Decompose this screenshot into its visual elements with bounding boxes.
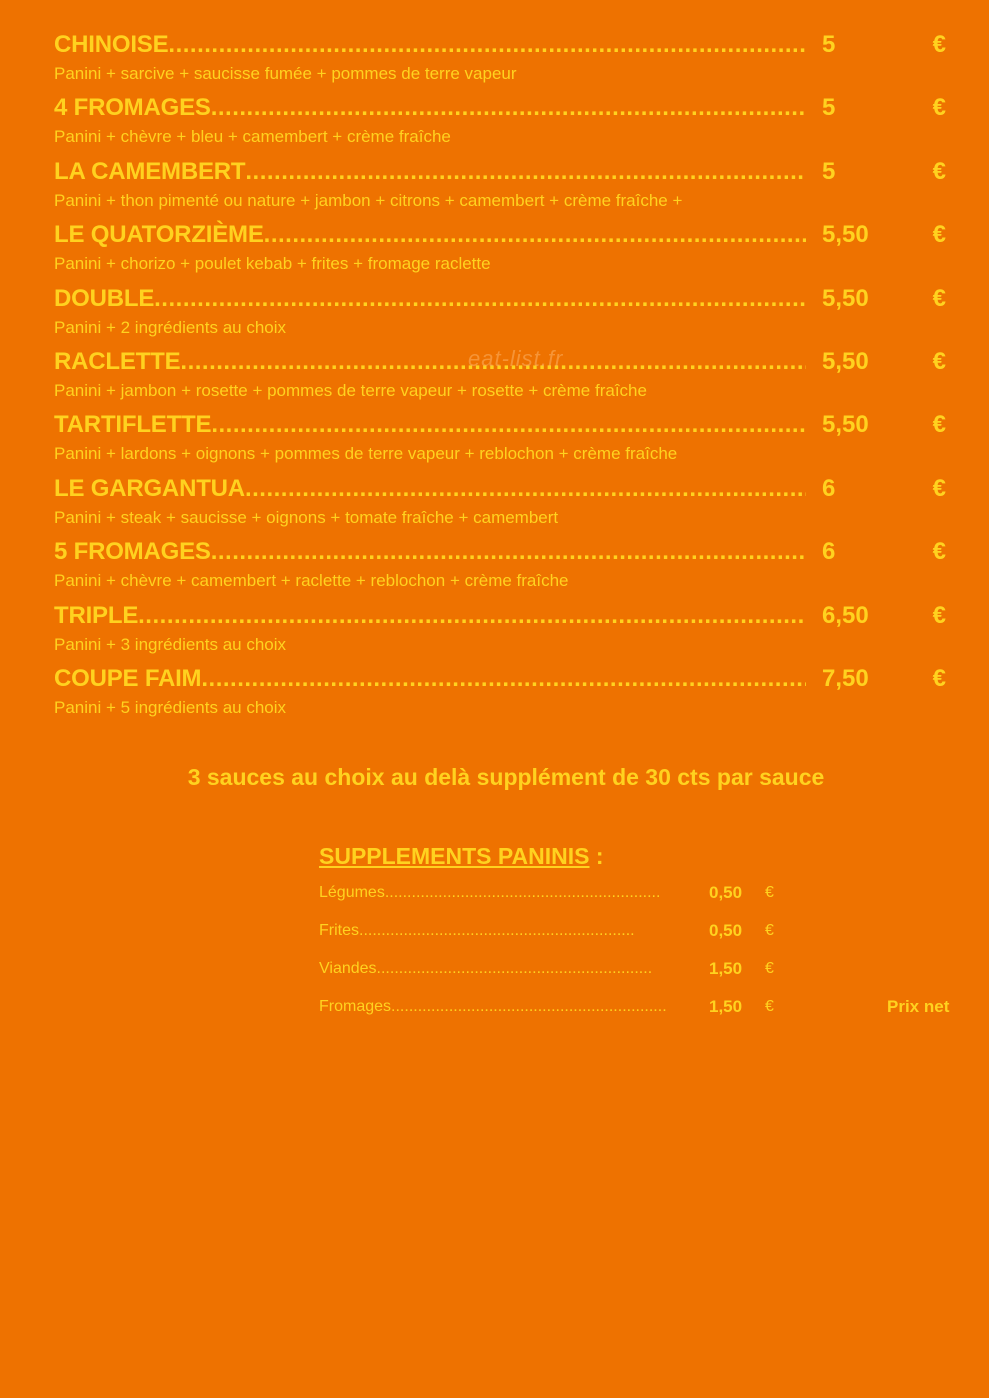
supplement-name: Viandes	[319, 960, 377, 977]
menu-item-name: LA CAMEMBERT	[54, 157, 246, 185]
dot-leader	[211, 91, 806, 125]
dot-leader	[211, 535, 806, 569]
menu-item-description: Panini + 2 ingrédients au choix	[54, 317, 287, 337]
panini-menu	[54, 28, 954, 725]
menu-item	[54, 28, 954, 91]
supplement-price: 1,50	[709, 997, 743, 1016]
supplement-name: Légumes	[319, 884, 385, 901]
dot-leader	[385, 874, 660, 912]
prix-net-label: Prix net	[887, 997, 950, 1016]
euro-sign: €	[932, 94, 946, 122]
menu-item-description: Panini + jambon + rosette + pommes de terre vapeur + rosette + crème fraîche	[54, 380, 647, 400]
menu-item-price: 7,50	[822, 664, 869, 692]
menu-item	[54, 282, 954, 345]
euro-sign: €	[932, 664, 946, 692]
menu-item-name: CHINOISE	[54, 31, 169, 58]
menu-item-name: COUPE FAIM	[54, 664, 202, 692]
supplements-section	[319, 838, 959, 1026]
dot-leader	[245, 155, 806, 189]
supplement-price: 1,50	[709, 959, 743, 978]
menu-item-name: 5 FROMAGES	[54, 538, 211, 566]
euro-sign: €	[932, 538, 946, 566]
menu-item	[54, 599, 954, 662]
dot-leader	[211, 408, 806, 442]
supplement-row	[319, 950, 959, 988]
menu-item-price: 5	[822, 94, 836, 122]
menu-item	[54, 662, 954, 725]
menu-item-description: Panini + chorizo + poulet kebab + frites + fromage raclette	[54, 254, 491, 274]
euro-sign: €	[932, 284, 946, 312]
menu-item	[54, 408, 954, 471]
menu-item-name: RACLETTE	[54, 347, 181, 375]
menu-item	[54, 472, 954, 535]
menu-item-price: 6,50	[822, 601, 869, 629]
menu-item-name: LE QUATORZIÈME	[54, 221, 264, 249]
supplements-title-colon: :	[589, 843, 604, 869]
menu-item-description: Panini + lardons + oignons + pommes de terre vapeur + reblochon + crème fraîche	[54, 444, 678, 464]
menu-item	[54, 91, 954, 154]
dot-leader	[168, 28, 806, 62]
menu-item-price: 5,50	[822, 411, 869, 439]
menu-item-description: Panini + 3 ingrédients au choix	[54, 634, 287, 654]
menu-item-name: DOUBLE	[54, 284, 155, 312]
supplement-row	[319, 874, 959, 912]
supplements-title-text: SUPPLEMENTS PANINIS	[319, 843, 590, 869]
euro-sign: €	[932, 221, 946, 249]
menu-item-price: 5,50	[822, 347, 869, 375]
sauces-note: 3 sauces au choix au delà supplément de 30 cts par sauce	[187, 764, 825, 790]
menu-item-description: Panini + chèvre + bleu + camembert + crème fraîche	[54, 127, 451, 147]
supplements-title	[319, 838, 959, 874]
euro-sign: €	[932, 347, 946, 375]
menu-item-name: 4 FROMAGES	[54, 94, 211, 122]
supplement-row	[319, 912, 959, 950]
menu-item-price: 6	[822, 474, 836, 502]
menu-item-description: Panini + 5 ingrédients au choix	[54, 697, 287, 717]
supplement-price: 0,50	[709, 921, 743, 940]
menu-item-name: LE GARGANTUA	[54, 474, 245, 502]
euro-sign: €	[765, 922, 774, 939]
dot-leader	[201, 662, 806, 696]
watermark: eat-list.fr	[468, 346, 564, 371]
euro-sign: €	[932, 157, 946, 185]
dot-leader	[359, 912, 634, 950]
euro-sign: €	[932, 31, 946, 58]
menu-item	[54, 535, 954, 598]
euro-sign: €	[932, 601, 946, 629]
euro-sign: €	[932, 474, 946, 502]
dot-leader	[154, 282, 806, 316]
menu-item	[54, 218, 954, 281]
menu-item	[54, 155, 954, 218]
menu-item-description: Panini + sarcive + saucisse fumée + pommes de terre vapeur	[54, 64, 517, 83]
menu-item-price: 5,50	[822, 284, 869, 312]
dot-leader	[138, 599, 806, 633]
euro-sign: €	[932, 411, 946, 439]
menu-item-description: Panini + thon pimenté ou nature + jambon + citrons + camembert + crème fraîche +	[54, 190, 683, 210]
menu-item-name: TARTIFLETTE	[54, 411, 212, 439]
menu-item-name: TRIPLE	[54, 601, 139, 629]
euro-sign: €	[765, 998, 774, 1015]
supplement-name: Frites	[319, 922, 359, 939]
euro-sign: €	[765, 884, 774, 901]
supplement-name: Fromages	[319, 998, 392, 1015]
supplement-price: 0,50	[709, 883, 743, 902]
dot-leader	[391, 988, 666, 1026]
dot-leader	[377, 950, 652, 988]
euro-sign: €	[765, 960, 774, 977]
menu-item-price: 5,50	[822, 221, 869, 249]
menu-item-price: 6	[822, 538, 836, 566]
dot-leader	[245, 472, 806, 506]
menu-item-description: Panini + chèvre + camembert + raclette + reblochon + crème fraîche	[54, 571, 569, 591]
dot-leader	[264, 218, 806, 252]
menu-item-price: 5	[822, 157, 836, 185]
supplement-row	[319, 988, 959, 1026]
menu-item-price: 5	[822, 31, 836, 58]
menu-item-description: Panini + steak + saucisse + oignons + tomate fraîche + camembert	[54, 507, 559, 527]
